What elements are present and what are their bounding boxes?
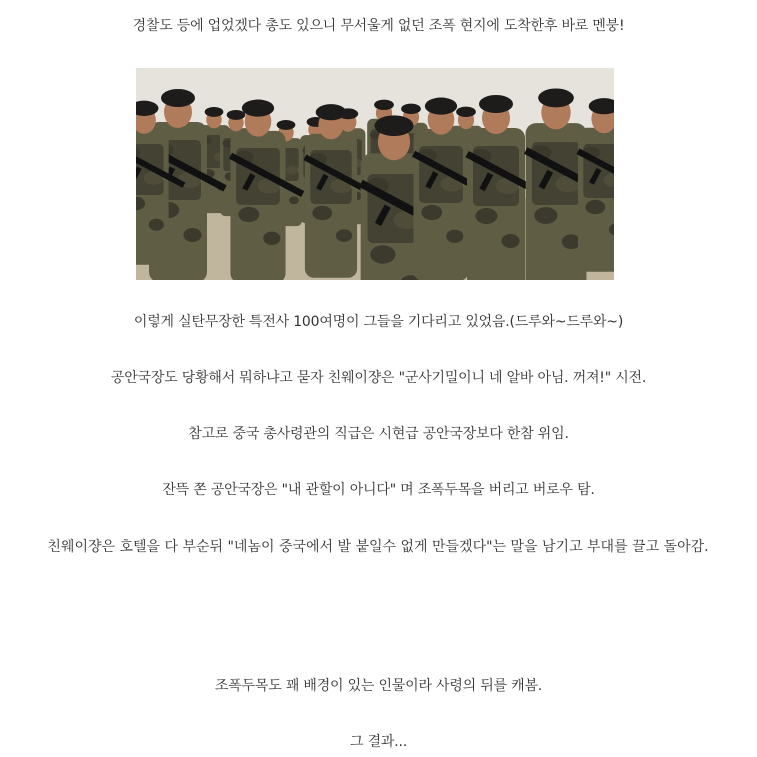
text-line-1: 경찰도 등에 업었겠다 총도 있으니 무서울게 없던 조폭 현지에 도착한후 바로 멘붕! — [132, 18, 625, 34]
text-line-5: 잔뜩 쫀 공안국장은 "내 관할이 아니다" 며 조폭두목을 버리고 버로우 탐. — [162, 482, 595, 498]
soldiers-photo — [136, 68, 614, 280]
text-line-6: 친웨이쟝은 호텔을 다 부순뒤 "네놈이 중국에서 발 붙일수 없게 만들겠다"는 말을 남기고 부대를 끌고 돌아감. — [47, 539, 709, 555]
text-line-2: 이렇게 실탄무장한 특전사 100여명이 그들을 기다리고 있었음.(드루와~드루와~) — [133, 314, 624, 330]
text-line-3: 공안국장도 당황해서 뭐하냐고 묻자 친웨이쟝은 "군사기밀이니 네 알바 아님. 꺼져!" 시전. — [110, 370, 647, 386]
text-line-7: 조폭두목도 꽤 배경이 있는 인물이라 사령의 뒤를 캐봄. — [214, 678, 543, 694]
soldiers-illustration — [136, 68, 614, 280]
text-line-4: 참고로 중국 총사령관의 직급은 시현급 공안국장보다 한참 위임. — [188, 426, 569, 442]
text-line-8: 그 결과... — [350, 734, 407, 750]
